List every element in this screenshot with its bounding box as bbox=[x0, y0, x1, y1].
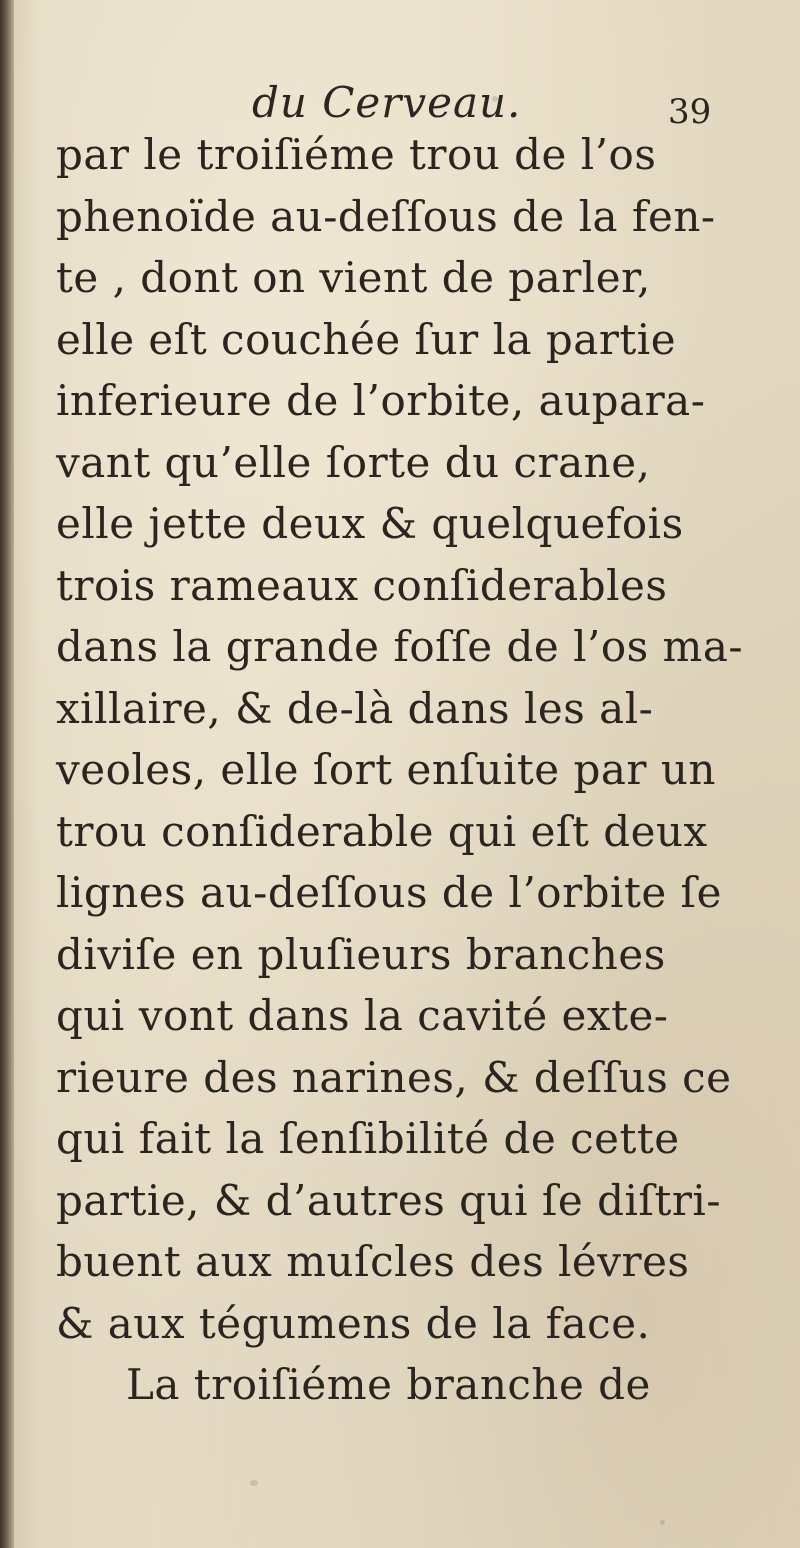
text-line: partie, & d’autres qui ſe diſtri- bbox=[56, 1175, 722, 1225]
text-line: dans la grande foſſe de l’os ma- bbox=[56, 622, 744, 671]
page-number: 39 bbox=[668, 92, 712, 132]
text-line: buent aux muſcles des lévres bbox=[56, 1237, 690, 1286]
text-line: elle jette deux & quelquefois bbox=[56, 499, 684, 548]
text-line: diviſe en pluſieurs branches bbox=[56, 929, 666, 979]
paper-foxing-spot bbox=[660, 1520, 665, 1525]
text-line: xillaire, & de-là dans les al- bbox=[56, 683, 654, 733]
text-line: qui fait la ſenſibilité de cette bbox=[56, 1114, 680, 1163]
body-text bbox=[56, 124, 792, 1416]
text-line: phenoïde au-deſſous de la fen- bbox=[56, 191, 716, 241]
text-line: rieure des narines, & deſſus ce bbox=[56, 1052, 732, 1102]
text-line: veoles, elle ſort enſuite par un bbox=[56, 745, 716, 794]
text-line: vant qu’elle ſorte du crane, bbox=[56, 437, 651, 487]
text-line: trois rameaux conſiderables bbox=[56, 560, 668, 610]
text-line: te , dont on vient de parler, bbox=[56, 253, 651, 302]
text-line: trou conſiderable qui eſt deux bbox=[56, 806, 708, 856]
text-line: La troiſiéme branche de bbox=[126, 1360, 651, 1409]
text-line: par le troiſiéme trou de l’os bbox=[56, 130, 657, 179]
text-line: elle eſt couchée ſur la partie bbox=[56, 314, 677, 364]
text-line: qui vont dans la cavité exte- bbox=[56, 991, 669, 1040]
text-line: lignes au-deſſous de l’orbite ſe bbox=[56, 868, 722, 917]
paper-foxing-spot bbox=[250, 1480, 258, 1486]
running-title: du Cerveau. bbox=[252, 78, 522, 127]
text-line: inferieure de l’orbite, aupara- bbox=[56, 376, 706, 425]
text-line: & aux tégumens de la face. bbox=[56, 1298, 651, 1348]
binding-gutter bbox=[0, 0, 14, 1548]
